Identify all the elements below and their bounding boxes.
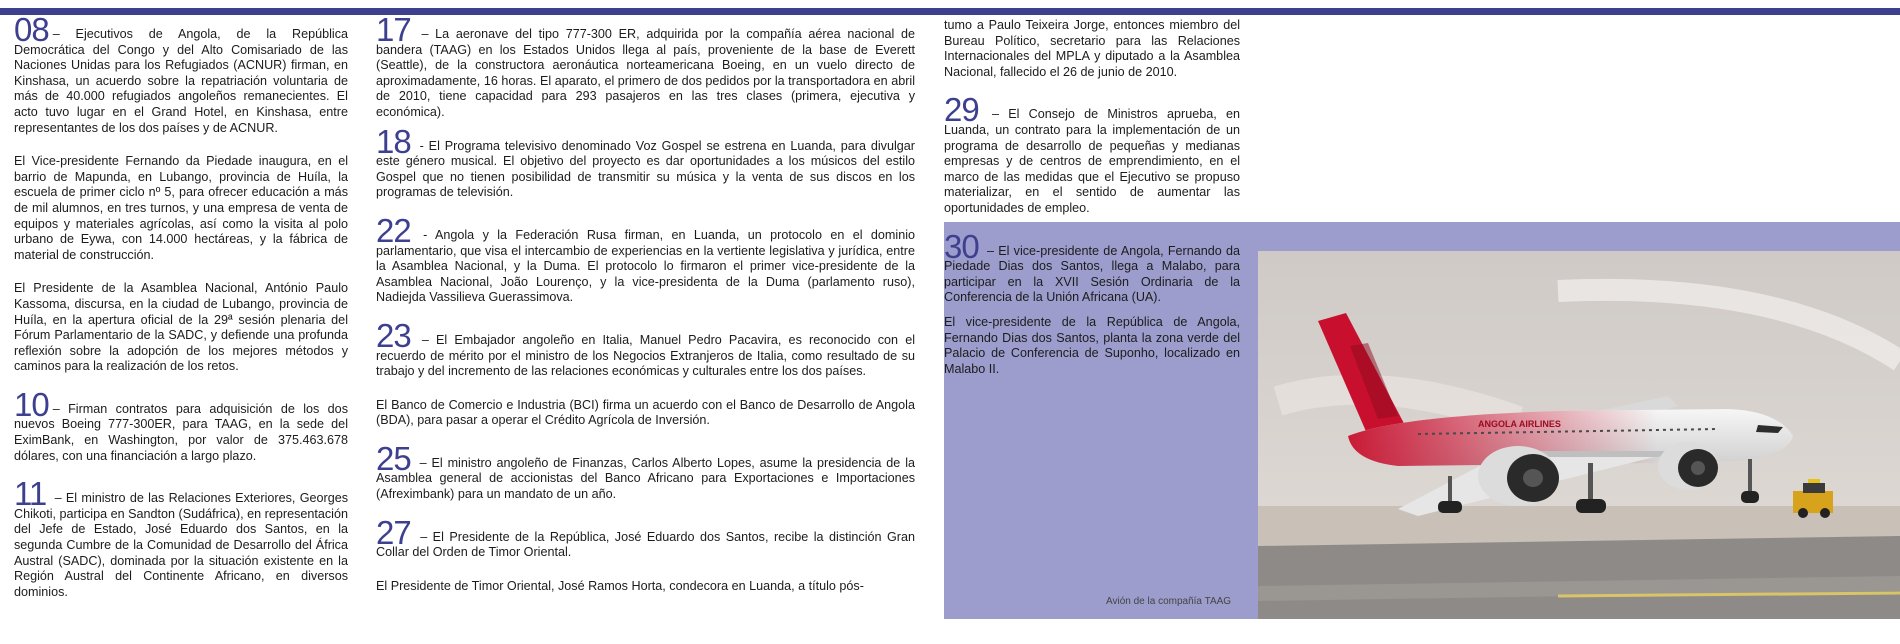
entry-text: – Firman contratos para adquisición de los dos nuevos Boeing 777-300ER, para TAAG, en la sede del EximBank, en Washington, por valor de 375.463.678 dólares, con una financiación a largo plazo. xyxy=(14,401,348,463)
entry-08 xyxy=(14,11,348,136)
paragraph: El Presidente de la Asamblea Nacional, António Paulo Kassoma, discursa, en la ciudad de Lubango, provincia de Huíla, en la apertura oficial de la 29ª sesión plenaria del Fórum Parlamentario de la SADC, y defiende una profunda reflexión sobre la adopción de los mejores métodos y caminos para la realización de los retos. xyxy=(14,281,348,374)
day-number: 29 xyxy=(944,91,979,129)
entry-text: – El vice-presidente de Angola, Fernando da Piedade Dias dos Santos, llega a Malabo, para participar en la XVII Sesión Ordinaria de la Conferencia de la Unión Africana (UA). xyxy=(944,243,1240,305)
entry-29 xyxy=(944,91,1240,216)
entry-text: – El ministro angoleño de Finanzas, Carlos Alberto Lopes, asume la presidencia de la Asamblea general de accionistas del Banco Africano para Exportaciones e Importaciones (Afreximbank) para un mandato de un año. xyxy=(376,455,915,502)
entry-18 xyxy=(376,122,915,201)
entry-text: – El Consejo de Ministros aprueba, en Luanda, un contrato para la implementación de un programa de desarrollo de pequeñas y medianas empresas y de centros de emprendimiento, en el marco de las medidas que el Ejecutivo se propuso materializar, en el sentido de aumentar las oportunidades de empleo. xyxy=(944,107,1240,215)
entry-25 xyxy=(376,439,915,503)
entry-27 xyxy=(376,513,915,561)
paragraph: tumo a Paulo Teixeira Jorge, entonces miembro del Bureau Político, secretario para las Relaciones Internacionales del MPLA y diputado a la Asamblea Nacional, fallecido el 26 de junio de 2010. xyxy=(944,18,1240,79)
day-number: 25 xyxy=(376,439,411,477)
paragraph: El Banco de Comercio e Industria (BCI) firma un acuerdo con el Banco de Desarrollo de Angola (BDA), para pasar a operar el Crédito Agrícola de Inversión. xyxy=(376,397,915,428)
entry-30 xyxy=(944,227,1240,306)
day-number: 27 xyxy=(376,513,411,551)
entry-17 xyxy=(376,11,915,121)
entry-text: – Ejecutivos de Angola, de la República Democrática del Congo y del Alto Comisariado de las Naciones Unidas para los Refugiados (ACNUR) firman, en Kinshasa, un acuerdo sobre la repatriación voluntaria de más de 40.000 refugiados angoleños remanecientes. El acto tuvo lugar en el Grand Hotel, en Kinshasa, entre representantes de los dos países y de ACNUR. xyxy=(14,27,348,135)
day-number: 30 xyxy=(944,227,979,265)
entry-text: – El Embajador angoleño en Italia, Manuel Pedro Pacavira, es reconocido con el recuerdo de mérito por el ministro de los Negocios Extranjeros de Italia, como resultado de su trabajo y del incremento de las relaciones económicas y culturales entre los dos países. xyxy=(376,332,915,379)
airplane-photo xyxy=(1258,251,1900,619)
photo-caption: Avión de la compañía TAAG xyxy=(1106,596,1232,607)
day-number: 11 xyxy=(14,475,47,513)
entry-22 xyxy=(376,211,915,306)
entry-text: – El Presidente de la República, José Eduardo dos Santos, recibe la distinción Gran Collar del Orden de Timor Oriental. xyxy=(376,529,915,560)
paragraph: El vice-presidente de la República de Angola, Fernando Dias dos Santos, planta la zona verde del Palacio de Conferencia de Suponho, localizado en Malabo II. xyxy=(944,314,1240,376)
day-number: 23 xyxy=(376,316,411,354)
day-number: 17 xyxy=(376,11,411,48)
day-number: 08 xyxy=(14,11,49,48)
column-2 xyxy=(376,11,915,612)
day-number: 22 xyxy=(376,211,411,249)
column-3 xyxy=(944,18,1240,395)
paragraph: El Vice-presidente Fernando da Piedade inaugura, en el barrio de Mapunda, en Lubango, provincia de Huíla, la escuela de primer ciclo nº 5, para ofrecer educación a más de mil alumnos, en tres turnos, y una empresa de venta de equipos y materiales agrícolas, así como la visita al polo urbano de Eywa, con 14.000 hectáreas, y la fábrica de material de construcción. xyxy=(14,154,348,262)
top-rule xyxy=(0,8,1900,15)
paragraph: El Presidente de Timor Oriental, José Ramos Horta, condecora en Luanda, a título pós- xyxy=(376,578,864,593)
column-1 xyxy=(14,11,348,618)
entry-10 xyxy=(14,385,348,464)
day-number: 10 xyxy=(14,385,49,423)
entry-text: - El Programa televisivo denominado Voz Gospel se estrena en Luanda, para divulgar este género musical. El objetivo del proyecto es dar oportunidades a los músicos del estilo Gospel que no tienen posibilidad de transmitir su música y la venta de sus discos en los programas de televisión. xyxy=(376,138,915,200)
entry-text: – La aeronave del tipo 777-300 ER, adquirida por la compañía aérea nacional de bandera (TAAG) en los Estados Unidos llega al país, proveniente de la base de Everett (Seattle), de la constructora aeronáutica norteamericana Boeing, en un vuelo directo de aproximadamente, 16 horas. El aparato, el primero de dos pedidos por la transportadora en abril de 2010, tiene capacidad para 293 pasajeros en las tres clases (primera, ejecutiva y económica). xyxy=(376,27,915,119)
entry-text: - Angola y la Federación Rusa firman, en Luanda, un protocolo en el dominio parlamentario, que visa el intercambio de experiencias en la vertiente legislativa y jurídica, entre la Asamblea Nacional, y la Duma. El protocolo lo firmaron el primer vice-presidente de la Asamblea Nacional, João Lourenço, y la vice-presidenta de la Duma (parlamento ruso), Nadiejda Vassilieva Guerassimova. xyxy=(376,227,915,305)
day-number: 18 xyxy=(376,122,411,160)
livery-text: ANGOLA AIRLINES xyxy=(1478,419,1561,429)
entry-23 xyxy=(376,316,915,380)
entry-text: – El ministro de las Relaciones Exteriores, Georges Chikoti, participa en Sandton (Sudáfrica), en representación del Jefe de Estado, José Eduardo dos Santos, en la segunda Cumbre de la Comunidad de Desarrollo del África Austral (SADC), dominada por la situación existente en la Región Austral del Continente Africano, en diversos dominios. xyxy=(14,491,348,599)
entry-11 xyxy=(14,475,348,600)
